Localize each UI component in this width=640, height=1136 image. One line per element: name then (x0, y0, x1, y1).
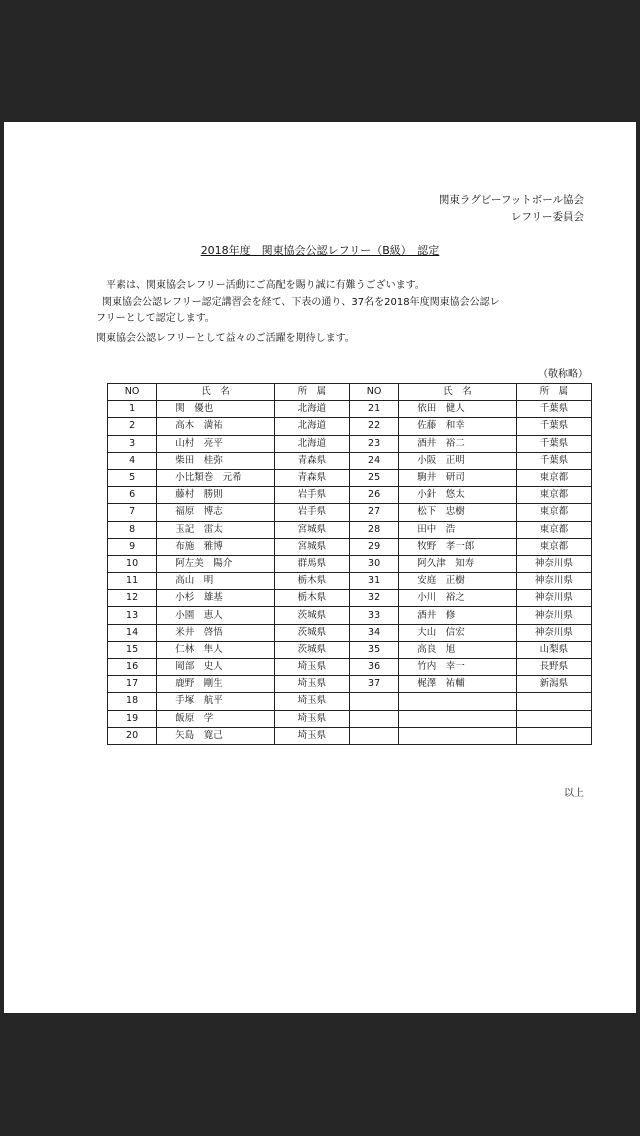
table-body (108, 401, 592, 745)
cell-affiliation: 岩手県 (274, 504, 349, 521)
cell-name: 駒井 研司 (399, 469, 516, 486)
cell-no (349, 693, 398, 710)
header-affiliation-left: 所 属 (274, 384, 349, 401)
cell-name: 牧野 孝一郎 (399, 538, 516, 555)
cell-affiliation: 千葉県 (516, 435, 591, 452)
table-row (108, 452, 592, 469)
cell-no: 1 (108, 401, 157, 418)
cell-name: 酒井 裕二 (399, 435, 516, 452)
cell-no: 28 (349, 521, 398, 538)
cell-no: 2 (108, 418, 157, 435)
cell-name (399, 710, 516, 727)
cell-name: 山村 亮平 (157, 435, 274, 452)
cell-no: 33 (349, 607, 398, 624)
cell-name: 依田 健人 (399, 401, 516, 418)
table-header-row (108, 384, 592, 401)
cell-no: 8 (108, 521, 157, 538)
cell-name: 阿久津 知寿 (399, 555, 516, 572)
cell-affiliation: 東京都 (516, 504, 591, 521)
table-row (108, 693, 592, 710)
cell-no: 21 (349, 401, 398, 418)
header-no-left: NO (108, 384, 157, 401)
cell-no: 29 (349, 538, 398, 555)
cell-no: 34 (349, 624, 398, 641)
table-row (108, 641, 592, 658)
cell-no: 36 (349, 659, 398, 676)
cell-name: 柴田 桂弥 (157, 452, 274, 469)
honorific-note: （敬称略） (538, 369, 588, 380)
header-name-right: 氏 名 (399, 384, 516, 401)
cell-name: 高木 満祐 (157, 418, 274, 435)
cell-no: 16 (108, 659, 157, 676)
cell-affiliation: 埼玉県 (274, 659, 349, 676)
cell-name: 松下 忠樹 (399, 504, 516, 521)
cell-no: 3 (108, 435, 157, 452)
cell-affiliation: 青森県 (274, 452, 349, 469)
cell-affiliation: 山梨県 (516, 641, 591, 658)
table-row (108, 624, 592, 641)
cell-name: 小園 恵人 (157, 607, 274, 624)
cell-name: 鹿野 剛生 (157, 676, 274, 693)
table-row (108, 710, 592, 727)
cell-name: 藤村 勝則 (157, 487, 274, 504)
cell-affiliation: 東京都 (516, 521, 591, 538)
cell-affiliation: 神奈川県 (516, 555, 591, 572)
cell-no (349, 710, 398, 727)
cell-affiliation (516, 710, 591, 727)
cell-name: 布施 雅博 (157, 538, 274, 555)
table-row (108, 487, 592, 504)
table-row (108, 573, 592, 590)
table-row (108, 659, 592, 676)
cell-affiliation: 群馬県 (274, 555, 349, 572)
cell-name: 大山 信宏 (399, 624, 516, 641)
cell-affiliation: 栃木県 (274, 590, 349, 607)
cell-name: 仁林 隼人 (157, 641, 274, 658)
table-row (108, 418, 592, 435)
cell-no: 5 (108, 469, 157, 486)
table-row (108, 504, 592, 521)
cell-name: 阿左美 陽介 (157, 555, 274, 572)
table-row (108, 538, 592, 555)
cell-affiliation: 宮城県 (274, 538, 349, 555)
cell-no: 32 (349, 590, 398, 607)
document-title: 2018年度 関東協会公認レフリー（B級） 認定 (200, 244, 440, 257)
cell-name: 竹内 幸一 (399, 659, 516, 676)
cell-affiliation: 東京都 (516, 538, 591, 555)
cell-affiliation: 東京都 (516, 469, 591, 486)
table-row (108, 607, 592, 624)
header-name-left: 氏 名 (157, 384, 274, 401)
cell-no: 4 (108, 452, 157, 469)
org-name: 関東ラグビーフットボール協会 (438, 194, 584, 206)
cell-no (349, 727, 398, 744)
cell-name: 小杉 雄基 (157, 590, 274, 607)
cell-name: 梶澤 祐輔 (399, 676, 516, 693)
cell-name: 高山 明 (157, 573, 274, 590)
body-line-2: 関東協会公認レフリー認定講習会を経て、下表の通り、37名を2018年度関東協会公認レ (102, 297, 500, 308)
cell-affiliation: 千葉県 (516, 401, 591, 418)
cell-affiliation: 茨城県 (274, 641, 349, 658)
cell-no: 15 (108, 641, 157, 658)
cell-no: 7 (108, 504, 157, 521)
cell-no: 11 (108, 573, 157, 590)
cell-no: 20 (108, 727, 157, 744)
cell-no: 17 (108, 676, 157, 693)
body-line-1: 平素は、関東協会レフリー活動にご高配を賜り誠に有難うございます。 (106, 280, 425, 291)
table-row (108, 521, 592, 538)
cell-affiliation: 神奈川県 (516, 624, 591, 641)
cell-affiliation: 茨城県 (274, 607, 349, 624)
cell-name: 田中 浩 (399, 521, 516, 538)
cell-affiliation: 栃木県 (274, 573, 349, 590)
cell-affiliation: 千葉県 (516, 452, 591, 469)
header-affiliation-right: 所 属 (516, 384, 591, 401)
cell-affiliation: 神奈川県 (516, 590, 591, 607)
cell-no: 18 (108, 693, 157, 710)
cell-name: 小川 裕之 (399, 590, 516, 607)
cell-affiliation: 北海道 (274, 401, 349, 418)
cell-name: 玉記 雷太 (157, 521, 274, 538)
cell-affiliation: 神奈川県 (516, 607, 591, 624)
cell-affiliation: 宮城県 (274, 521, 349, 538)
cell-name: 福原 博志 (157, 504, 274, 521)
body-line-4: 関東協会公認レフリーとして益々のご活躍を期待します。 (96, 333, 355, 344)
cell-name: 矢島 寛己 (157, 727, 274, 744)
cell-name: 小針 悠太 (399, 487, 516, 504)
cell-affiliation (516, 727, 591, 744)
table-row (108, 435, 592, 452)
cell-name: 米井 啓悟 (157, 624, 274, 641)
cell-no: 10 (108, 555, 157, 572)
closing-text: 以上 (564, 788, 584, 799)
cell-name: 岡部 史人 (157, 659, 274, 676)
document-page (4, 122, 636, 1013)
table-row (108, 676, 592, 693)
committee-name: レフリー委員会 (510, 211, 584, 223)
table-row (108, 727, 592, 744)
cell-no: 13 (108, 607, 157, 624)
cell-affiliation: 茨城県 (274, 624, 349, 641)
cell-affiliation: 北海道 (274, 435, 349, 452)
cell-no: 24 (349, 452, 398, 469)
cell-name: 安庭 正樹 (399, 573, 516, 590)
referee-table (107, 383, 592, 745)
table-row (108, 401, 592, 418)
cell-name (399, 693, 516, 710)
cell-affiliation: 東京都 (516, 487, 591, 504)
cell-no: 37 (349, 676, 398, 693)
cell-affiliation: 埼玉県 (274, 676, 349, 693)
header-no-right: NO (349, 384, 398, 401)
cell-no: 14 (108, 624, 157, 641)
cell-no: 12 (108, 590, 157, 607)
cell-affiliation: 青森県 (274, 469, 349, 486)
cell-no: 35 (349, 641, 398, 658)
cell-no: 27 (349, 504, 398, 521)
cell-no: 6 (108, 487, 157, 504)
table-row (108, 555, 592, 572)
cell-affiliation: 岩手県 (274, 487, 349, 504)
cell-name: 手塚 航平 (157, 693, 274, 710)
table-row (108, 590, 592, 607)
cell-name: 高良 旭 (399, 641, 516, 658)
cell-affiliation: 埼玉県 (274, 693, 349, 710)
cell-name: 酒井 修 (399, 607, 516, 624)
body-line-3: フリーとして認定します。 (96, 313, 215, 324)
cell-name (399, 727, 516, 744)
cell-affiliation: 新潟県 (516, 676, 591, 693)
cell-no: 22 (349, 418, 398, 435)
table-row (108, 469, 592, 486)
cell-name: 関 優也 (157, 401, 274, 418)
cell-name: 小比類巻 元希 (157, 469, 274, 486)
cell-no: 19 (108, 710, 157, 727)
cell-affiliation: 長野県 (516, 659, 591, 676)
cell-no: 23 (349, 435, 398, 452)
cell-affiliation: 千葉県 (516, 418, 591, 435)
cell-affiliation: 神奈川県 (516, 573, 591, 590)
cell-no: 30 (349, 555, 398, 572)
cell-affiliation: 北海道 (274, 418, 349, 435)
cell-no: 9 (108, 538, 157, 555)
cell-no: 25 (349, 469, 398, 486)
cell-no: 31 (349, 573, 398, 590)
cell-affiliation: 埼玉県 (274, 710, 349, 727)
cell-name: 飯原 学 (157, 710, 274, 727)
cell-affiliation: 埼玉県 (274, 727, 349, 744)
cell-affiliation (516, 693, 591, 710)
cell-name: 佐藤 和幸 (399, 418, 516, 435)
cell-no: 26 (349, 487, 398, 504)
cell-name: 小阪 正明 (399, 452, 516, 469)
